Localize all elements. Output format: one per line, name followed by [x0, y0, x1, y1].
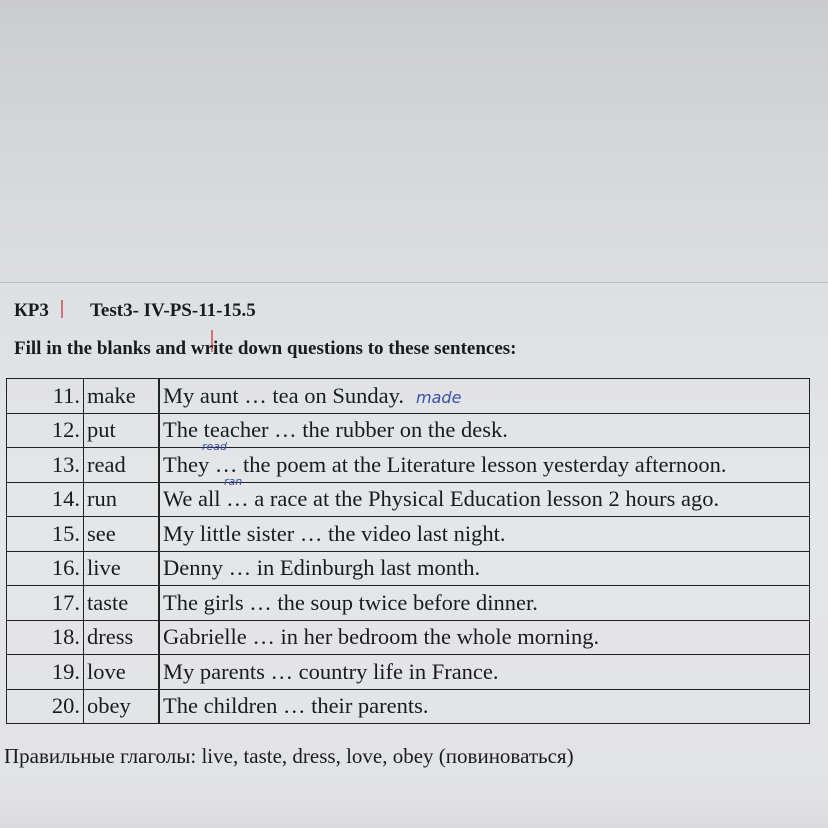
sentence-text: We all … a race at the Physical Education lesson 2 hours ago.: [163, 486, 720, 512]
table-row: [7, 379, 809, 414]
row-verb: read: [84, 448, 159, 483]
sentence-text: Denny … in Edinburgh last month.: [163, 555, 481, 581]
row-verb: taste: [84, 586, 159, 621]
worksheet-code: КР3: [14, 300, 49, 321]
row-verb: obey: [84, 690, 159, 724]
sentence-text: The children … their parents.: [163, 693, 429, 719]
row-number: 20.: [7, 690, 84, 724]
row-verb: make: [84, 379, 159, 414]
instruction-text: Fill in the blanks and write down questions to these sentences:: [14, 338, 517, 359]
sentence-text: My aunt … tea on Sunday.: [163, 382, 405, 408]
row-sentence: [159, 690, 809, 724]
exercise-table: [6, 378, 810, 724]
row-number: 12.: [7, 414, 84, 449]
sentence-text: My parents … country life in France.: [163, 658, 499, 684]
row-sentence: [159, 655, 809, 690]
table-row: [7, 483, 809, 518]
row-verb: see: [84, 517, 159, 552]
table-row: [7, 414, 809, 449]
row-sentence: [159, 414, 809, 449]
row-verb: live: [84, 552, 159, 587]
row-sentence: [159, 440, 809, 483]
row-number: 17.: [7, 586, 84, 621]
row-number: 16.: [7, 552, 84, 587]
sentence-text: They … the poem at the Literature lesson yesterday afternoon.: [163, 451, 727, 477]
row-number: 13.: [7, 448, 84, 483]
handwritten-answer: ran: [224, 474, 243, 488]
sentence-text: The teacher … the rubber on the desk.: [163, 417, 508, 443]
row-verb: dress: [84, 621, 159, 656]
row-verb: love: [84, 655, 159, 690]
handwritten-answer: read: [202, 440, 228, 453]
table-row: [7, 586, 809, 621]
row-sentence: [159, 621, 809, 656]
row-number: 11.: [7, 379, 84, 414]
row-sentence: [159, 517, 809, 552]
handwritten-answer: made: [416, 387, 462, 407]
row-sentence: [159, 586, 809, 621]
table-row: [7, 448, 809, 483]
table-row: [7, 552, 809, 587]
row-number: 14.: [7, 483, 84, 518]
row-number: 18.: [7, 621, 84, 656]
table-row: [7, 690, 809, 724]
row-sentence: [159, 379, 809, 414]
row-verb: put: [84, 414, 159, 449]
row-sentence: [159, 474, 809, 518]
table-row: [7, 655, 809, 690]
table-row: [7, 621, 809, 656]
blank-paper-area: [0, 0, 828, 282]
test-id: Test3- IV-PS-11-15.5: [90, 300, 256, 321]
sentence-text: My little sister … the video last night.: [163, 520, 506, 546]
row-number: 15.: [7, 517, 84, 552]
row-sentence: [159, 552, 809, 587]
table-row: [7, 517, 809, 552]
regular-verbs-note: Правильные глаголы: live, taste, dress, love, obey (повиноваться): [4, 744, 574, 768]
paper-shadow: [0, 790, 828, 828]
row-verb: run: [84, 483, 159, 518]
sentence-text: The girls … the soup twice before dinner.: [163, 589, 538, 615]
row-number: 19.: [7, 655, 84, 690]
worksheet-header: [14, 300, 256, 322]
sentence-text: Gabrielle … in her bedroom the whole morning.: [163, 624, 600, 650]
